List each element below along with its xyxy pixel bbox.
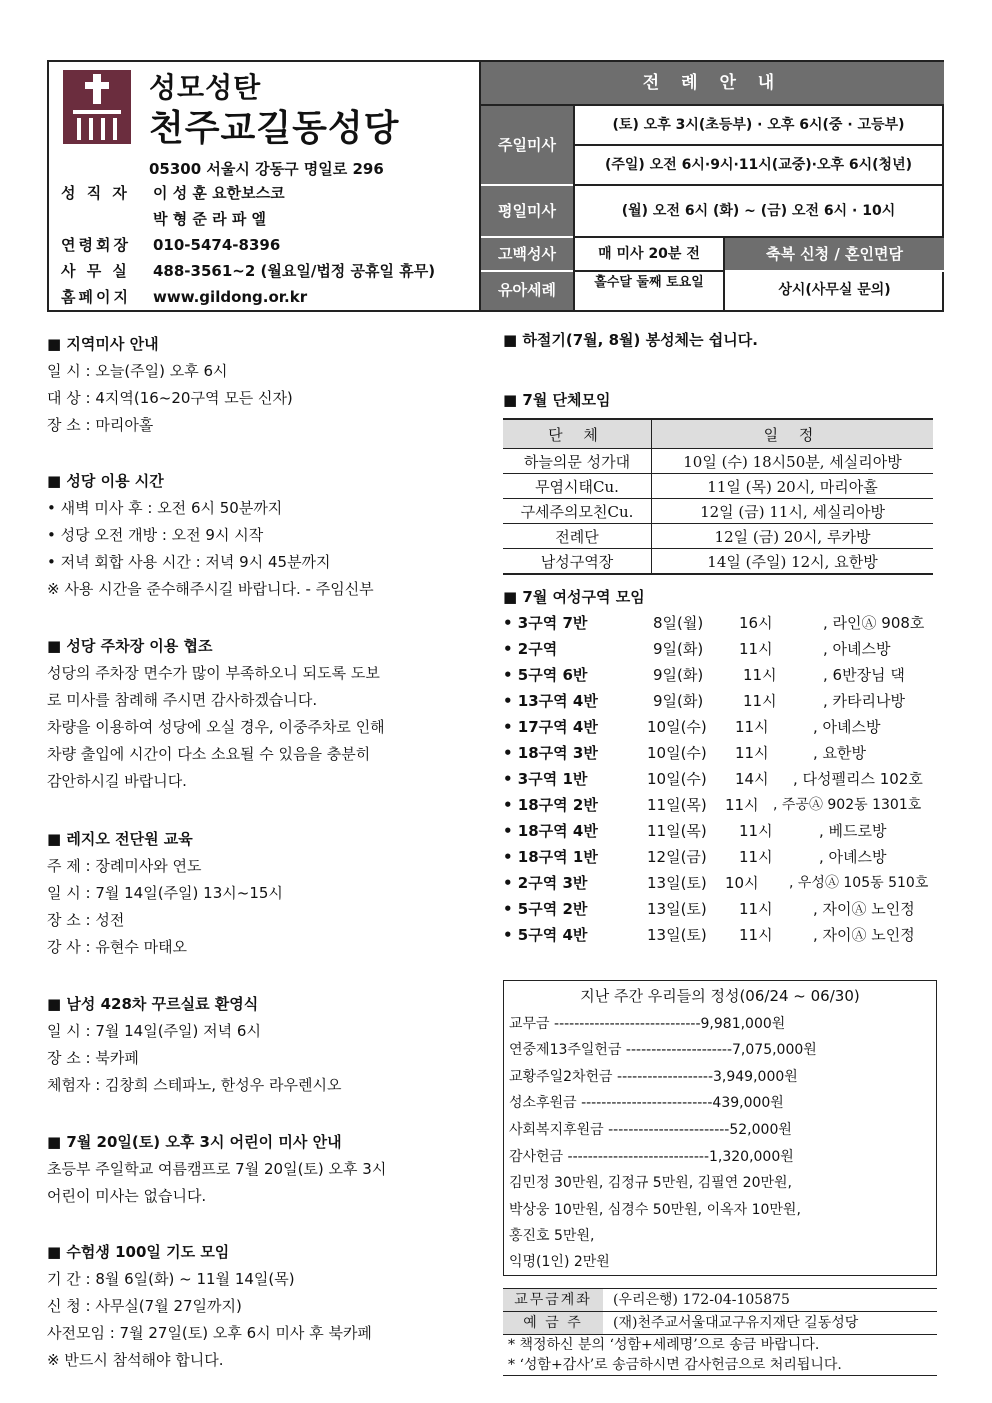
meeting-time: 11시: [739, 822, 773, 840]
clergy-name-2: 박 형 준 라 파 엘: [153, 210, 267, 228]
section-title: ■ 성당 이용 시간: [47, 472, 164, 490]
offering-line: 사회복지후원금 ------------------------52,000원: [509, 1122, 792, 1138]
group-schedule: 10일 (수) 18시50분, 세실리아방: [652, 449, 934, 474]
meeting-date: 9일(화): [653, 666, 704, 684]
meeting-date: 9일(화): [653, 692, 704, 710]
donor-line: 익명(1인) 2만원: [509, 1254, 610, 1270]
meeting-time: 16시: [739, 614, 773, 632]
meeting-time: 10시: [725, 874, 759, 892]
text-line: 장 소 : 성전: [47, 911, 125, 929]
section-area-mass: [47, 331, 293, 439]
text-line: 장 소 : 마리아홀: [47, 416, 154, 434]
meeting-place: , 아녜스방: [819, 848, 887, 866]
section-summer: [503, 327, 758, 354]
section-title: ■ 하절기(7월, 8월) 봉성체는 쉽니다.: [503, 331, 758, 349]
office-phone: 488-3561~2 (월요일/법정 공휴일 휴무): [153, 262, 436, 280]
district-name: • 13구역 4반: [503, 692, 598, 710]
section-title: ■ 7월 20일(토) 오후 3시 어린이 미사 안내: [47, 1133, 342, 1151]
meeting-date: 10일(수): [647, 744, 707, 762]
meeting-date: 10일(수): [647, 770, 707, 788]
meeting-time: 11시: [735, 744, 769, 762]
sunday-mass-row-2: (주일) 오전 6시·9시·11시(교중)·오후 6시(청년): [573, 146, 944, 186]
table-row: [503, 549, 933, 575]
meeting-time: 11시: [743, 666, 777, 684]
section-legio: [47, 826, 283, 961]
district-name: • 2구역: [503, 640, 558, 658]
meeting-time: 11시: [725, 796, 759, 814]
section-exam-prayer: [47, 1239, 372, 1374]
text-line: ※ 사용 시간을 준수해주시길 바랍니다. - 주임신부: [47, 580, 374, 598]
account-label: 교무금계좌: [503, 1289, 603, 1311]
blessing-label: 축복 신청 / 혼인면담: [725, 238, 944, 272]
table-header-schedule: 일 정: [652, 419, 934, 449]
liturgy-guide: [479, 62, 944, 310]
meeting-date: 13일(토): [647, 926, 707, 944]
text-line: 신 청 : 사무실(7월 27일까지): [47, 1297, 242, 1315]
text-line: 어린이 미사는 없습니다.: [47, 1187, 207, 1205]
table-header-group: 단 체: [503, 419, 652, 449]
group-name: 무염시태Cu.: [503, 474, 652, 499]
donor-line: 박상웅 10만원, 심경수 50만원, 이옥자 10만원,: [509, 1202, 801, 1218]
chair-phone: 010-5474-8396: [153, 236, 281, 254]
text-line: 로 미사를 참례해 주시면 감사하겠습니다.: [47, 691, 318, 709]
section-title: ■ 7월 단체모임: [503, 391, 611, 409]
homepage-link[interactable]: www.gildong.or.kr: [153, 288, 308, 306]
account-row: [503, 1288, 937, 1311]
section-parking: [47, 633, 385, 795]
section-title: ■ 레지오 전단원 교육: [47, 830, 193, 848]
section-church-hours: [47, 468, 374, 603]
group-schedule: 14일 (주일) 12시, 요한방: [652, 549, 934, 575]
district-name: • 18구역 4반: [503, 822, 598, 840]
meeting-time: 11시: [743, 692, 777, 710]
office-label: 사 무 실: [61, 262, 130, 280]
group-schedule: 12일 (금) 11시, 세실리아방: [652, 499, 934, 524]
group-schedule: 11일 (목) 20시, 마리아홀: [652, 474, 934, 499]
confession-value: 매 미사 20분 전: [573, 238, 725, 272]
text-line: 차량을 이용하여 성당에 오실 경우, 이중주차로 인해: [47, 718, 385, 736]
table-row: [503, 449, 933, 474]
sunday-mass-label: 주일미사: [481, 106, 573, 186]
meeting-date: 10일(수): [647, 718, 707, 736]
district-name: • 18구역 1반: [503, 848, 598, 866]
table-row: [503, 524, 933, 549]
parish-address: 05300 서울시 강동구 명일로 296: [149, 160, 384, 178]
offering-line: 교무금 -----------------------------9,981,000원: [509, 1016, 786, 1032]
text-line: 기 간 : 8월 6일(화) ~ 11월 14일(목): [47, 1270, 295, 1288]
clergy-row-2: [153, 208, 266, 229]
section-title: ■ 성당 주차장 이용 협조: [47, 637, 213, 655]
meeting-place: , 우성Ⓐ 105동 510호: [789, 875, 929, 891]
text-line: 대 상 : 4지역(16~20구역 모든 신자): [47, 389, 293, 407]
donor-line: 홍진호 5만원,: [509, 1228, 595, 1244]
district-name: • 18구역 2반: [503, 796, 598, 814]
text-line: 장 소 : 북카페: [47, 1049, 139, 1067]
section-groups-title: [503, 387, 611, 414]
office-row: [61, 260, 435, 281]
meeting-place: , 자이Ⓐ 노인정: [813, 926, 915, 944]
district-name: • 5구역 2반: [503, 900, 588, 918]
sunday-mass-row-1: (토) 오후 3시(초등부) · 오후 6시(중 · 고등부): [573, 106, 944, 146]
text-line: 차량 출입에 시간이 다소 소요될 수 있음을 충분히: [47, 745, 371, 763]
text-line: • 새벽 미사 후 : 오전 6시 50분까지: [47, 499, 283, 517]
district-name: • 5구역 6반: [503, 666, 588, 684]
text-line: 초등부 주일학교 여름캠프로 7월 20일(토) 오후 3시: [47, 1160, 387, 1178]
group-name: 구세주의모친Cu.: [503, 499, 652, 524]
meeting-date: 11일(목): [647, 822, 707, 840]
account-note-2: * ‘성함+감사’로 송금하시면 감사헌금으로 처리됩니다.: [508, 1357, 842, 1373]
text-line: 일 시 : 오늘(주일) 오후 6시: [47, 362, 228, 380]
chair-row: [61, 234, 280, 255]
church-logo: [63, 70, 131, 144]
meeting-time: 11시: [739, 900, 773, 918]
meeting-place: , 베드로방: [819, 822, 887, 840]
district-name: • 18구역 3반: [503, 744, 598, 762]
bulletin-header: [47, 60, 944, 312]
table-header-row: [503, 419, 933, 449]
parish-title: 천주교길동성당: [149, 108, 400, 149]
parish-info: [49, 62, 479, 310]
text-line: • 성당 오전 개방 : 오전 9시 시작: [47, 526, 264, 544]
homepage-label: 홈페이지: [61, 288, 131, 306]
meeting-date: 8일(월): [653, 614, 704, 632]
text-line: • 저녁 회합 사용 시간 : 저녁 9시 45분까지: [47, 553, 331, 571]
text-line: 감안하시길 바랍니다.: [47, 772, 187, 790]
meeting-time: 11시: [739, 848, 773, 866]
section-cursillo: [47, 991, 341, 1099]
weekday-mass-row: (월) 오전 6시 (화) ~ (금) 오전 6시 · 10시: [573, 186, 944, 238]
meeting-date: 13일(토): [647, 900, 707, 918]
chair-label: 연령회장: [61, 236, 131, 254]
section-title: ■ 7월 여성구역 모임: [503, 588, 645, 606]
holder-name: (재)천주교서울대교구유지재단 길동성당: [613, 1315, 859, 1331]
district-name: • 3구역 7반: [503, 614, 588, 632]
offering-line: 연중제13주일헌금 ---------------------7,075,000원: [509, 1042, 817, 1058]
text-line: 강 사 : 유현수 마태오: [47, 938, 188, 956]
clergy-row: [61, 182, 285, 203]
account-info: [503, 1288, 937, 1376]
section-title: ■ 남성 428차 꾸르실료 환영식: [47, 995, 259, 1013]
offering-title: 지난 주간 우리들의 정성(06/24 ~ 06/30): [580, 987, 860, 1005]
district-name: • 17구역 4반: [503, 718, 598, 736]
holder-row: [503, 1311, 937, 1334]
meeting-time: 11시: [735, 718, 769, 736]
meeting-time: 14시: [735, 770, 769, 788]
cross-icon: [63, 70, 131, 144]
district-name: • 5구역 4반: [503, 926, 588, 944]
meeting-place: , 요한방: [813, 744, 867, 762]
section-title: ■ 수험생 100일 기도 모임: [47, 1243, 230, 1261]
baptism-contact: 상시(사무실 문의): [778, 282, 891, 298]
text-line: 체험자 : 김창희 스테파노, 한성우 라우렌시오: [47, 1076, 342, 1094]
offering-box: [503, 980, 937, 1276]
meeting-date: 9일(화): [653, 640, 704, 658]
account-note-1: * 책정하신 분의 ‘성함+세례명’으로 송금 바랍니다.: [508, 1337, 820, 1353]
meeting-place: , 자이Ⓐ 노인정: [813, 900, 915, 918]
section-women-title: [503, 584, 645, 611]
text-line: 성당의 주차장 면수가 많이 부족하오니 되도록 도보: [47, 664, 380, 682]
groups-table: [503, 418, 933, 575]
section-children-mass: [47, 1129, 386, 1210]
meeting-place: , 다성펠리스 102호: [793, 770, 923, 788]
offering-line: 감사헌금 ----------------------------1,320,000원: [509, 1149, 794, 1165]
text-line: 일 시 : 7월 14일(주일) 13시~15시: [47, 884, 283, 902]
meeting-place: , 라인Ⓐ 908호: [823, 614, 925, 632]
offering-line: 성소후원금 --------------------------439,000원: [509, 1095, 784, 1111]
meeting-time: 11시: [739, 926, 773, 944]
clergy-name-1: 이 성 훈 요한보스코: [153, 184, 285, 202]
group-schedule: 12일 (금) 20시, 루카방: [652, 524, 934, 549]
text-line: 주 제 : 장례미사와 연도: [47, 857, 202, 875]
table-row: [503, 474, 933, 499]
group-name: 남성구역장: [503, 549, 652, 575]
text-line: ※ 반드시 참석해야 합니다.: [47, 1351, 224, 1369]
confession-label: 고백성사: [481, 238, 573, 272]
district-name: • 2구역 3반: [503, 874, 588, 892]
meeting-time: 11시: [739, 640, 773, 658]
meeting-date: 12일(금): [647, 848, 707, 866]
meeting-date: 11일(목): [647, 796, 707, 814]
offering-line: 교황주일2차헌금 -------------------3,949,000원: [509, 1069, 798, 1085]
meeting-place: , 아녜스방: [813, 718, 881, 736]
liturgy-title: 전 례 안 내: [481, 62, 944, 106]
text-line: 사전모임 : 7월 27일(토) 오후 6시 미사 후 북카페: [47, 1324, 372, 1342]
district-name: • 3구역 1반: [503, 770, 588, 788]
account-number: (우리은행) 172-04-105875: [613, 1292, 790, 1308]
meeting-place: , 아녜스방: [823, 640, 891, 658]
homepage-row: [61, 286, 307, 307]
weekday-mass-label: 평일미사: [481, 186, 573, 238]
holder-label: 예 금 주: [503, 1312, 603, 1334]
clergy-label: 성 직 자: [61, 184, 130, 202]
text-line: 일 시 : 7월 14일(주일) 저녁 6시: [47, 1022, 261, 1040]
donor-line: 김민정 30만원, 김정규 5만원, 김필연 20만원,: [509, 1175, 792, 1191]
baptism-value: 홀수달 둘째 토요일: [573, 272, 725, 310]
group-name: 하늘의문 성가대: [503, 449, 652, 474]
meeting-place: , 카타리나방: [823, 692, 905, 710]
section-title: ■ 지역미사 안내: [47, 335, 159, 353]
parish-subtitle: 성모성탄: [149, 71, 262, 104]
baptism-label: 유아세례: [481, 272, 573, 310]
meeting-place: , 주공Ⓐ 902동 1301호: [773, 797, 922, 813]
meeting-date: 13일(토): [647, 874, 707, 892]
table-row: [503, 499, 933, 524]
meeting-place: , 6반장님 댁: [823, 666, 905, 684]
group-name: 전례단: [503, 524, 652, 549]
